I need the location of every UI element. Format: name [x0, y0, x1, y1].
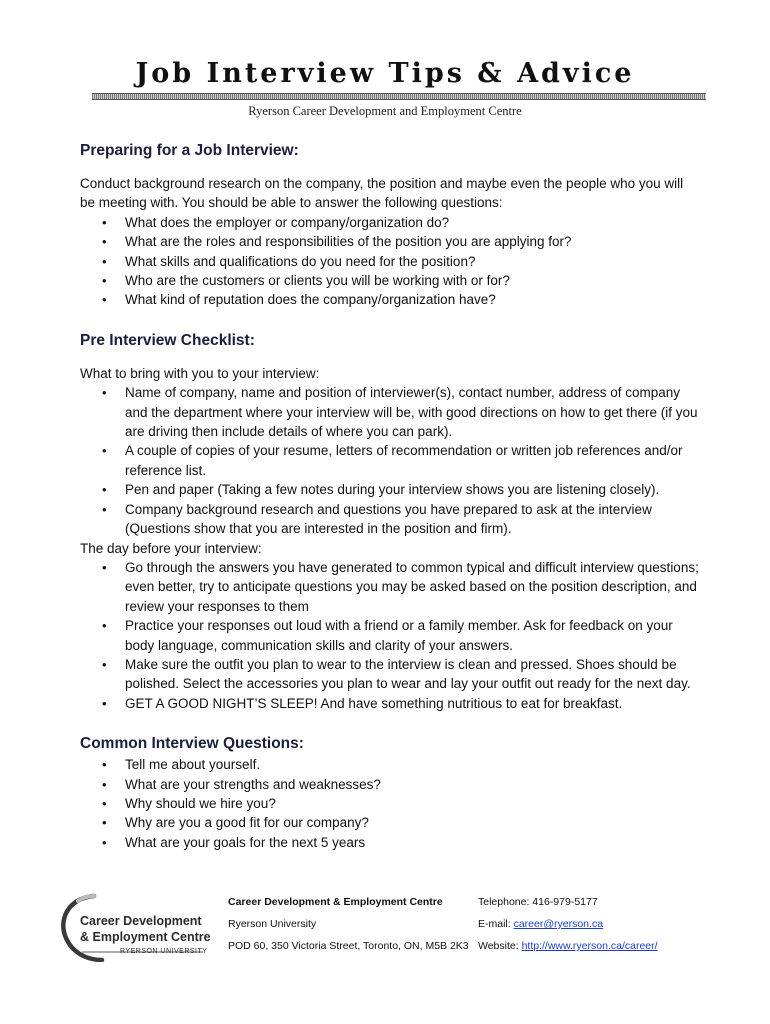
list-item: • Practice your responses out loud with a friend or a family member. Ask for feedback on your body language, communication skills and clarity of your answers.: [80, 616, 700, 655]
logo-line-2: & Employment Centre: [80, 930, 211, 944]
title-underline: [92, 93, 706, 100]
list-item: • A couple of copies of your resume, letters of recommendation or written job references and/or reference list.: [80, 441, 700, 480]
footer-email-link[interactable]: career@ryerson.ca: [513, 918, 604, 930]
career-centre-logo: [58, 890, 218, 962]
footer-website-link[interactable]: http://www.ryerson.ca/career/: [521, 940, 658, 952]
footer-email-row: [478, 913, 658, 935]
preparing-intro: Conduct background research on the company, the position and maybe even the people who you will be meeting with. You should be able to answer the following questions:: [80, 176, 684, 211]
bring-intro: What to bring with you to your interview:: [80, 365, 320, 381]
document-title: Job Interview Tips & Advice: [135, 58, 635, 89]
footer-address: POD 60, 350 Victoria Street, Toronto, ON, M5B 2K3: [228, 940, 469, 952]
document-body: [80, 136, 700, 852]
list-item: • Go through the answers you have generated to common typical and difficult interview questions; even better, try to anticipate questions you may be asked based on the position description, and review your responses to them: [80, 558, 700, 616]
list-item: • GET A GOOD NIGHT’S SLEEP! And have something nutritious to eat for breakfast.: [80, 694, 700, 713]
logo-line-3: RYERSON UNIVERSITY: [120, 948, 208, 955]
list-item: • What are your goals for the next 5 years: [80, 833, 700, 852]
list-item: • Why are you a good fit for our company?: [80, 813, 700, 832]
footer-website-row: [478, 935, 658, 957]
document-subtitle: Ryerson Career Development and Employment Centre: [248, 104, 522, 118]
footer-email-label: E-mail:: [478, 918, 514, 930]
list-item: • What are your strengths and weaknesses?: [80, 775, 700, 794]
footer-address-column: [228, 891, 469, 957]
footer-contact-column: [478, 891, 658, 957]
footer-org-name: Career Development & Employment Centre: [228, 896, 443, 908]
day-before-list: [80, 558, 700, 713]
preparing-list: [80, 213, 700, 310]
footer-website-label: Website:: [478, 940, 522, 952]
list-item: • What kind of reputation does the company/organization have?: [80, 290, 700, 309]
list-item: • What are the roles and responsibilities of the position you are applying for?: [80, 232, 700, 251]
list-item: • Pen and paper (Taking a few notes during your interview shows you are listening closely).: [80, 480, 700, 499]
list-item: • What does the employer or company/organization do?: [80, 213, 700, 232]
footer-university: Ryerson University: [228, 918, 317, 930]
common-questions-list: [80, 755, 700, 852]
logo-line-1: Career Development: [80, 914, 202, 928]
heading-preparing: Preparing for a Job Interview:: [80, 142, 299, 159]
bring-list: [80, 383, 700, 538]
footer-telephone: Telephone: 416-979-5177: [478, 896, 598, 908]
list-item: • Name of company, name and position of interviewer(s), contact number, address of company and the department where your interview will be, with good directions on how to get there (if you are driving then include details of where you can park).: [80, 383, 700, 441]
list-item: • What skills and qualifications do you need for the position?: [80, 252, 700, 271]
list-item: • Make sure the outfit you plan to wear to the interview is clean and pressed. Shoes should be polished. Select the accessories you plan to wear and lay your outfit out ready for the next day.: [80, 655, 700, 694]
heading-checklist: Pre Interview Checklist:: [80, 331, 255, 349]
heading-common-questions: Common Interview Questions:: [80, 735, 304, 753]
list-item: • Tell me about yourself.: [80, 755, 700, 774]
list-item: • Who are the customers or clients you will be working with or for?: [80, 271, 700, 290]
day-before-intro: The day before your interview:: [80, 540, 262, 556]
list-item: • Company background research and questions you have prepared to ask at the interview (Questions show that you are interested in the position and firm).: [80, 500, 700, 539]
list-item: • Why should we hire you?: [80, 794, 700, 813]
